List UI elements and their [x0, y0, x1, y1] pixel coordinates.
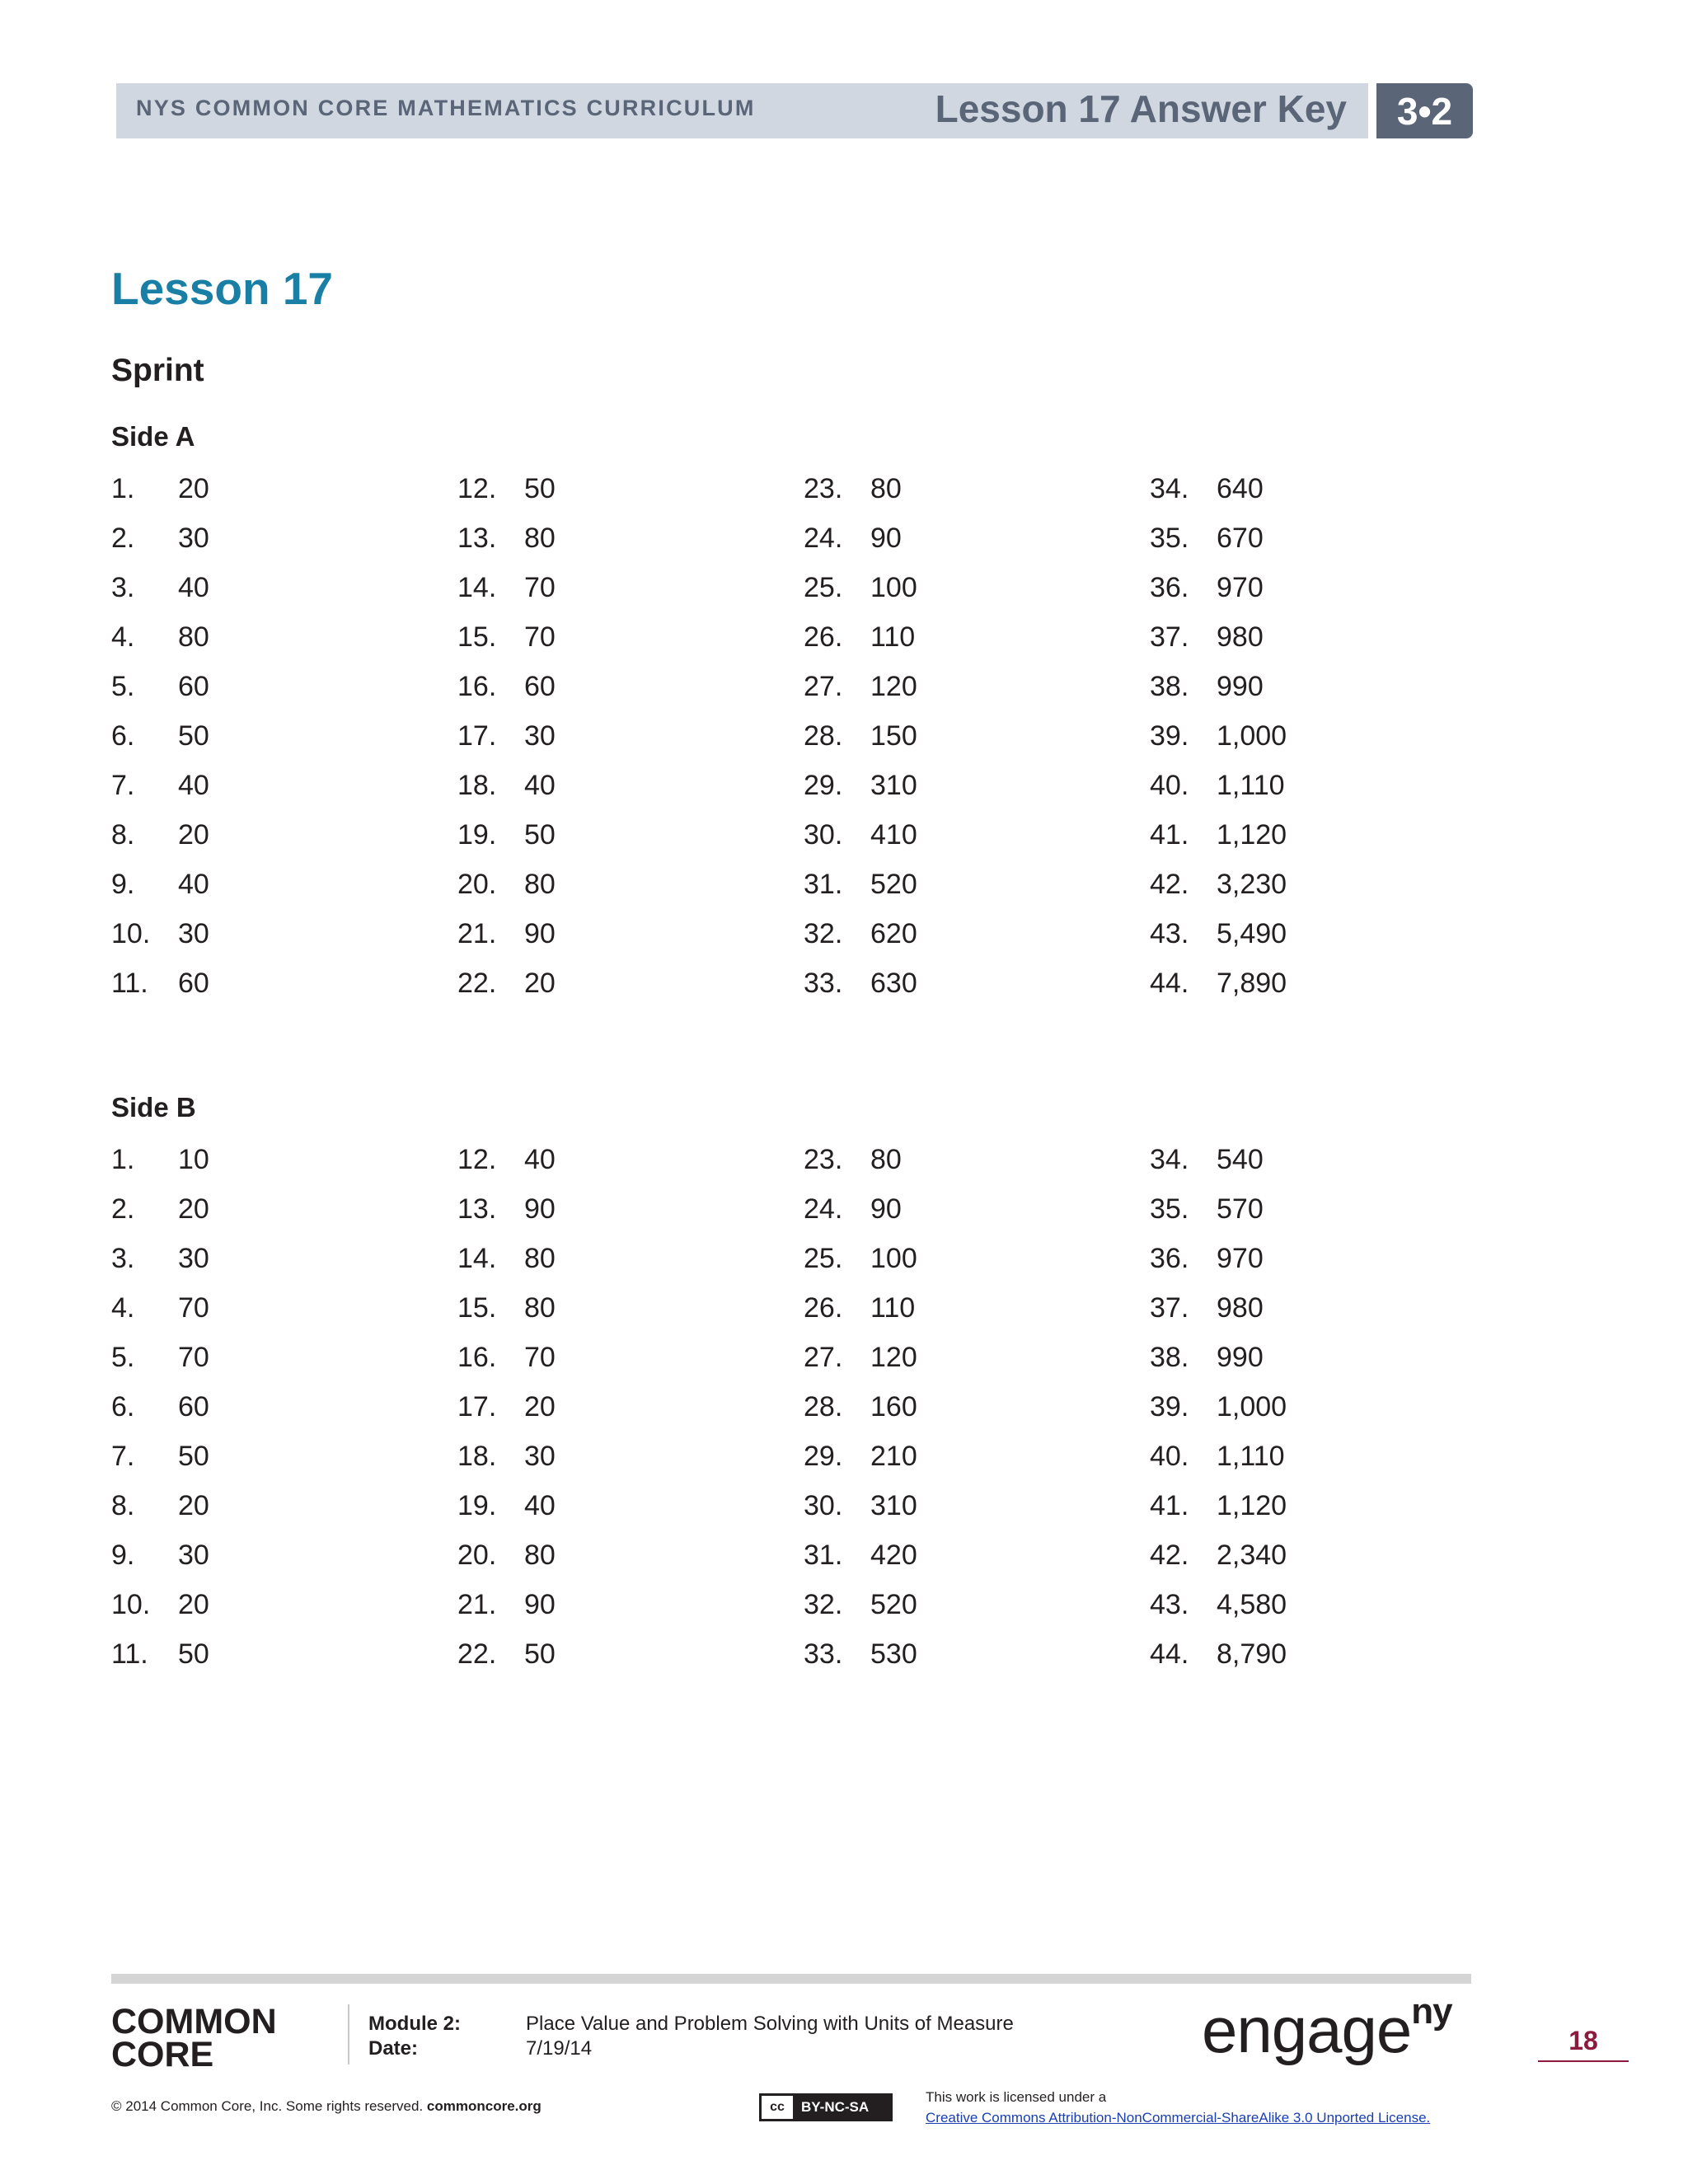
answer-item [111, 671, 457, 720]
answer-item [457, 1540, 804, 1589]
answer-value: 1,000 [1217, 720, 1287, 752]
answer-item [804, 671, 1150, 720]
problem-number: 13. [457, 523, 497, 554]
footer-divider [348, 2004, 349, 2064]
answer-item [804, 1144, 1150, 1193]
cc-icon: cc [762, 2096, 793, 2119]
answer-value: 40 [178, 572, 209, 603]
problem-number: 10. [111, 918, 151, 949]
answer-value: 80 [524, 1540, 556, 1571]
answer-item [1150, 968, 1496, 1017]
answer-item [111, 1441, 457, 1490]
answer-item [457, 1490, 804, 1540]
answer-value: 1,110 [1217, 1441, 1285, 1472]
problem-number: 23. [804, 473, 843, 504]
answer-value: 60 [178, 671, 209, 702]
answer-value: 420 [870, 1540, 917, 1571]
answer-value: 530 [870, 1638, 917, 1670]
answer-value: 160 [870, 1391, 917, 1422]
side-b-heading: Side B [111, 1092, 196, 1122]
problem-number: 24. [804, 1193, 843, 1225]
answer-item [111, 819, 457, 869]
answer-value: 80 [524, 523, 556, 554]
answer-item [804, 1292, 1150, 1342]
problem-number: 26. [804, 1292, 843, 1324]
problem-number: 27. [804, 671, 843, 702]
problem-number: 21. [457, 1589, 497, 1620]
answer-value: 70 [524, 572, 556, 603]
answer-value: 70 [524, 1342, 556, 1373]
answer-item [1150, 1490, 1496, 1540]
answer-value: 70 [178, 1342, 209, 1373]
answer-value: 100 [870, 572, 917, 603]
problem-number: 38. [1150, 1342, 1189, 1373]
answer-item [457, 1441, 804, 1490]
license-link[interactable]: Creative Commons Attribution-NonCommercial-ShareAlike 3.0 Unported License. [926, 2110, 1431, 2125]
answer-value: 520 [870, 1589, 917, 1620]
problem-number: 7. [111, 1441, 135, 1472]
answer-item [804, 720, 1150, 770]
answer-item [804, 523, 1150, 572]
problem-number: 24. [804, 523, 843, 554]
problem-number: 25. [804, 1243, 843, 1274]
problem-number: 17. [457, 720, 497, 752]
answer-value: 80 [524, 1243, 556, 1274]
problem-number: 7. [111, 770, 135, 801]
answer-value: 520 [870, 869, 917, 900]
answer-item [457, 671, 804, 720]
answer-value: 90 [870, 1193, 902, 1225]
answer-item [111, 523, 457, 572]
logo-line-2: CORE [111, 2035, 214, 2074]
answer-item [804, 869, 1150, 918]
answer-item [111, 1589, 457, 1638]
lesson-title: Lesson 17 [111, 263, 334, 314]
problem-number: 27. [804, 1342, 843, 1373]
answer-value: 50 [524, 819, 556, 851]
answer-item [1150, 918, 1496, 968]
answer-item [1150, 1193, 1496, 1243]
copyright-text: © 2014 Common Core, Inc. Some rights reserved. [111, 2098, 424, 2114]
side-a-heading: Side A [111, 421, 195, 452]
answer-item [457, 869, 804, 918]
engage-sup: ny [1411, 1991, 1452, 2032]
answer-item [804, 770, 1150, 819]
problem-number: 37. [1150, 1292, 1189, 1324]
answer-value: 570 [1217, 1193, 1264, 1225]
footer-rule [111, 1974, 1471, 1984]
problem-number: 23. [804, 1144, 843, 1175]
answer-item [1150, 1243, 1496, 1292]
problem-number: 2. [111, 523, 135, 554]
answer-item [457, 819, 804, 869]
problem-number: 36. [1150, 572, 1189, 603]
answer-value: 30 [178, 523, 209, 554]
answer-item [1150, 1391, 1496, 1441]
problem-number: 32. [804, 1589, 843, 1620]
answer-item [804, 621, 1150, 671]
answer-value: 7,890 [1217, 968, 1287, 999]
answer-value: 90 [870, 523, 902, 554]
answer-item [111, 918, 457, 968]
answer-item [457, 968, 804, 1017]
answer-item [804, 968, 1150, 1017]
answer-item [111, 1490, 457, 1540]
page-number-rule [1538, 2060, 1629, 2062]
answer-value: 20 [178, 473, 209, 504]
curriculum-title: NYS COMMON CORE MATHEMATICS CURRICULUM [136, 96, 756, 120]
page-number: 18 [1568, 2026, 1598, 2055]
answer-value: 60 [178, 1391, 209, 1422]
cc-license-badge[interactable] [759, 2093, 893, 2121]
problem-number: 21. [457, 918, 497, 949]
answer-value: 150 [870, 720, 917, 752]
answer-value: 110 [870, 1292, 916, 1324]
answer-item [1150, 1144, 1496, 1193]
problem-number: 42. [1150, 869, 1189, 900]
side-a-answers [111, 473, 1496, 1017]
module-value: Place Value and Problem Solving with Units of Measure [526, 2013, 1014, 2035]
answer-item [457, 918, 804, 968]
answer-value: 5,490 [1217, 918, 1287, 949]
problem-number: 28. [804, 1391, 843, 1422]
problem-number: 42. [1150, 1540, 1189, 1571]
answer-item [111, 1391, 457, 1441]
answer-item [457, 473, 804, 523]
answer-value: 3,230 [1217, 869, 1287, 900]
answer-value: 40 [524, 1144, 556, 1175]
answer-value: 80 [524, 869, 556, 900]
problem-number: 6. [111, 720, 135, 752]
answer-item [804, 1391, 1150, 1441]
cc-badge-text: BY-NC-SA [801, 2099, 870, 2115]
answer-item [804, 1193, 1150, 1243]
problem-number: 11. [111, 968, 148, 999]
problem-number: 5. [111, 671, 135, 702]
answer-item [457, 1589, 804, 1638]
answer-item [111, 869, 457, 918]
problem-number: 10. [111, 1589, 151, 1620]
problem-number: 44. [1150, 968, 1189, 999]
answer-item [804, 1243, 1150, 1292]
answer-value: 50 [178, 720, 209, 752]
problem-number: 18. [457, 770, 497, 801]
answer-value: 970 [1217, 572, 1264, 603]
answer-item [457, 572, 804, 621]
problem-number: 20. [457, 1540, 497, 1571]
problem-number: 8. [111, 819, 135, 851]
answer-item [457, 1292, 804, 1342]
problem-number: 2. [111, 1193, 135, 1225]
answer-value: 40 [178, 869, 209, 900]
problem-number: 35. [1150, 1193, 1189, 1225]
answer-value: 80 [524, 1292, 556, 1324]
answer-value: 20 [524, 968, 556, 999]
answer-value: 4,580 [1217, 1589, 1287, 1620]
problem-number: 33. [804, 968, 843, 999]
answer-item [1150, 1342, 1496, 1391]
answer-value: 1,110 [1217, 770, 1285, 801]
engageny-logo [1202, 1993, 1452, 2068]
answer-item [457, 1342, 804, 1391]
problem-number: 40. [1150, 1441, 1189, 1472]
answer-value: 10 [178, 1144, 209, 1175]
answer-value: 120 [870, 671, 917, 702]
answer-value: 30 [178, 1243, 209, 1274]
problem-number: 22. [457, 1638, 497, 1670]
answer-value: 50 [178, 1441, 209, 1472]
problem-number: 44. [1150, 1638, 1189, 1670]
problem-number: 12. [457, 473, 497, 504]
problem-number: 34. [1150, 473, 1189, 504]
answer-item [1150, 1540, 1496, 1589]
problem-number: 39. [1150, 720, 1189, 752]
problem-number: 20. [457, 869, 497, 900]
answer-item [804, 572, 1150, 621]
answer-value: 620 [870, 918, 917, 949]
answer-value: 970 [1217, 1243, 1264, 1274]
problem-number: 35. [1150, 523, 1189, 554]
problem-number: 37. [1150, 621, 1189, 653]
answer-value: 20 [178, 1193, 209, 1225]
answer-item [111, 473, 457, 523]
answer-item [804, 1490, 1150, 1540]
answer-value: 990 [1217, 1342, 1264, 1373]
problem-number: 43. [1150, 1589, 1189, 1620]
answer-item [111, 1292, 457, 1342]
problem-number: 16. [457, 1342, 497, 1373]
answer-value: 980 [1217, 621, 1264, 653]
side-b-answers [111, 1144, 1496, 1688]
answer-value: 40 [178, 770, 209, 801]
answer-item [804, 1638, 1150, 1688]
answer-value: 100 [870, 1243, 917, 1274]
answer-value: 310 [870, 1490, 917, 1521]
problem-number: 15. [457, 1292, 497, 1324]
problem-number: 17. [457, 1391, 497, 1422]
answer-item [804, 1342, 1150, 1391]
answer-value: 110 [870, 621, 916, 653]
copyright [111, 2098, 542, 2115]
answer-value: 20 [178, 1589, 209, 1620]
problem-number: 26. [804, 621, 843, 653]
sprint-heading: Sprint [111, 353, 204, 388]
answer-item [1150, 1441, 1496, 1490]
answer-item [1150, 770, 1496, 819]
answer-item [111, 1144, 457, 1193]
problem-number: 12. [457, 1144, 497, 1175]
answer-item [111, 1638, 457, 1688]
problem-number: 31. [804, 869, 843, 900]
answer-value: 1,120 [1217, 819, 1287, 851]
answer-key-title: Lesson 17 Answer Key [935, 87, 1347, 130]
problem-number: 14. [457, 1243, 497, 1274]
answer-value: 50 [178, 1638, 209, 1670]
answer-item [111, 770, 457, 819]
problem-number: 18. [457, 1441, 497, 1472]
problem-number: 5. [111, 1342, 135, 1373]
answer-item [1150, 572, 1496, 621]
problem-number: 1. [111, 473, 135, 504]
problem-number: 4. [111, 621, 135, 653]
answer-value: 90 [524, 918, 556, 949]
answer-item [457, 1193, 804, 1243]
answer-value: 990 [1217, 671, 1264, 702]
answer-value: 60 [178, 968, 209, 999]
answer-value: 60 [524, 671, 556, 702]
answer-item [1150, 720, 1496, 770]
answer-item [457, 720, 804, 770]
answer-value: 20 [524, 1391, 556, 1422]
answer-item [804, 1441, 1150, 1490]
answer-item [111, 1243, 457, 1292]
answer-value: 210 [870, 1441, 917, 1472]
answer-item [804, 918, 1150, 968]
answer-item [111, 1540, 457, 1589]
problem-number: 3. [111, 1243, 135, 1274]
answer-value: 90 [524, 1193, 556, 1225]
answer-value: 8,790 [1217, 1638, 1287, 1670]
problem-number: 38. [1150, 671, 1189, 702]
answer-value: 30 [524, 1441, 556, 1472]
answer-value: 50 [524, 473, 556, 504]
answer-item [457, 523, 804, 572]
answer-item [111, 621, 457, 671]
problem-number: 15. [457, 621, 497, 653]
answer-value: 630 [870, 968, 917, 999]
problem-number: 41. [1150, 819, 1189, 851]
answer-value: 310 [870, 770, 917, 801]
problem-number: 3. [111, 572, 135, 603]
problem-number: 30. [804, 819, 843, 851]
answer-item [1150, 1292, 1496, 1342]
answer-value: 40 [524, 1490, 556, 1521]
answer-item [111, 1342, 457, 1391]
problem-number: 32. [804, 918, 843, 949]
problem-number: 19. [457, 819, 497, 851]
problem-number: 34. [1150, 1144, 1189, 1175]
grade-module-badge: 3•2 [1376, 83, 1473, 138]
problem-number: 33. [804, 1638, 843, 1670]
answer-value: 1,000 [1217, 1391, 1287, 1422]
answer-item [804, 1540, 1150, 1589]
answer-value: 50 [524, 1638, 556, 1670]
problem-number: 31. [804, 1540, 843, 1571]
answer-value: 410 [870, 819, 917, 851]
problem-number: 14. [457, 572, 497, 603]
problem-number: 11. [111, 1638, 148, 1670]
date-label: Date: [368, 2037, 419, 2060]
answer-value: 20 [178, 1490, 209, 1521]
problem-number: 13. [457, 1193, 497, 1225]
answer-value: 30 [524, 720, 556, 752]
answer-value: 40 [524, 770, 556, 801]
problem-number: 22. [457, 968, 497, 999]
answer-value: 80 [870, 1144, 902, 1175]
answer-value: 30 [178, 918, 209, 949]
answer-item [1150, 523, 1496, 572]
answer-value: 120 [870, 1342, 917, 1373]
license-intro: This work is licensed under a [926, 2089, 1107, 2105]
problem-number: 8. [111, 1490, 135, 1521]
module-label: Module 2: [368, 2013, 461, 2035]
date-value: 7/19/14 [526, 2037, 593, 2060]
answer-item [804, 819, 1150, 869]
answer-item [457, 621, 804, 671]
problem-number: 28. [804, 720, 843, 752]
answer-item [804, 473, 1150, 523]
logo-line-1: COMMON [111, 2002, 277, 2041]
answer-item [457, 1638, 804, 1688]
answer-item [457, 1391, 804, 1441]
answer-item [111, 720, 457, 770]
problem-number: 43. [1150, 918, 1189, 949]
problem-number: 9. [111, 1540, 135, 1571]
answer-item [457, 1144, 804, 1193]
problem-number: 6. [111, 1391, 135, 1422]
answer-value: 640 [1217, 473, 1264, 504]
answer-item [111, 968, 457, 1017]
answer-item [111, 572, 457, 621]
copyright-site[interactable]: commoncore.org [426, 2098, 542, 2114]
answer-value: 70 [178, 1292, 209, 1324]
problem-number: 4. [111, 1292, 135, 1324]
problem-number: 36. [1150, 1243, 1189, 1274]
problem-number: 29. [804, 770, 843, 801]
answer-item [1150, 473, 1496, 523]
problem-number: 41. [1150, 1490, 1189, 1521]
answer-value: 1,120 [1217, 1490, 1287, 1521]
problem-number: 39. [1150, 1391, 1189, 1422]
answer-item [1150, 1589, 1496, 1638]
problem-number: 25. [804, 572, 843, 603]
answer-item [1150, 671, 1496, 720]
answer-value: 670 [1217, 523, 1264, 554]
answer-item [1150, 819, 1496, 869]
engage-text: engage [1202, 1994, 1412, 2066]
answer-item [457, 1243, 804, 1292]
problem-number: 40. [1150, 770, 1189, 801]
answer-item [457, 770, 804, 819]
answer-item [111, 1193, 457, 1243]
problem-number: 1. [111, 1144, 135, 1175]
answer-item [1150, 1638, 1496, 1688]
problem-number: 19. [457, 1490, 497, 1521]
answer-value: 20 [178, 819, 209, 851]
answer-item [1150, 869, 1496, 918]
answer-value: 30 [178, 1540, 209, 1571]
problem-number: 16. [457, 671, 497, 702]
answer-value: 980 [1217, 1292, 1264, 1324]
answer-value: 70 [524, 621, 556, 653]
problem-number: 9. [111, 869, 135, 900]
answer-item [804, 1589, 1150, 1638]
answer-item [1150, 621, 1496, 671]
answer-value: 80 [178, 621, 209, 653]
answer-value: 90 [524, 1589, 556, 1620]
answer-value: 540 [1217, 1144, 1264, 1175]
common-core-logo [111, 2002, 277, 2074]
problem-number: 30. [804, 1490, 843, 1521]
answer-value: 2,340 [1217, 1540, 1287, 1571]
answer-value: 80 [870, 473, 902, 504]
problem-number: 29. [804, 1441, 843, 1472]
